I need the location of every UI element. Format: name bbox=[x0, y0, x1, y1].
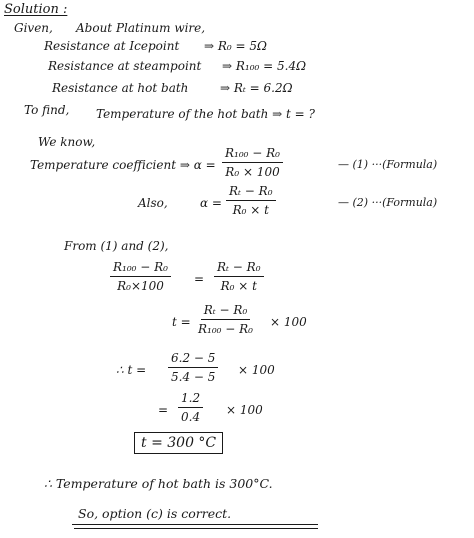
result-box: t = 300 °C bbox=[134, 432, 223, 454]
formula-1-denominator: R₀ × 100 bbox=[225, 165, 280, 179]
also-label: Also, bbox=[138, 196, 168, 210]
substitution-numerator: 6.2 − 5 bbox=[168, 351, 218, 368]
t-equals: t = bbox=[172, 315, 191, 329]
formula-1-fraction bbox=[222, 146, 283, 179]
steampoint-label: Resistance at steampoint bbox=[48, 59, 202, 73]
icepoint-label: Resistance at Icepoint bbox=[44, 39, 180, 53]
formula-2-numerator: Rₜ − R₀ bbox=[226, 184, 276, 201]
temp-coefficient-label: Temperature coefficient ⇒ α = bbox=[30, 158, 216, 172]
substitution-fraction bbox=[168, 351, 218, 384]
solution-heading: Solution : bbox=[4, 2, 68, 17]
equate-left-numerator: R₁₀₀ − R₀ bbox=[110, 260, 171, 277]
substitution-multiplier: × 100 bbox=[238, 363, 275, 377]
answer-underline-2 bbox=[74, 528, 318, 529]
equate-right-denominator: R₀ × t bbox=[220, 279, 257, 293]
to-find-label: To find, bbox=[24, 103, 70, 117]
hot-bath-label: Resistance at hot bath bbox=[52, 81, 189, 95]
to-find-text: Temperature of the hot bath ⇒ t = ? bbox=[96, 107, 315, 121]
equate-right-fraction bbox=[214, 260, 264, 293]
formula-1-numerator: R₁₀₀ − R₀ bbox=[222, 146, 283, 163]
formula-2-denominator: R₀ × t bbox=[232, 203, 269, 217]
t-multiplier: × 100 bbox=[270, 315, 307, 329]
answer-underline-1 bbox=[72, 524, 318, 525]
simplify-equals: = bbox=[158, 403, 169, 417]
given-label: Given, bbox=[14, 21, 53, 35]
formula-2-fraction bbox=[226, 184, 276, 217]
we-know-label: We know, bbox=[38, 135, 96, 149]
t-numerator: Rₜ − R₀ bbox=[201, 303, 251, 320]
answer-text: So, option (c) is correct. bbox=[78, 506, 232, 521]
equate-sign: = bbox=[194, 272, 205, 286]
simplify-numerator: 1.2 bbox=[178, 391, 203, 408]
t-denominator: R₁₀₀ − R₀ bbox=[198, 322, 253, 336]
given-text: About Platinum wire, bbox=[76, 21, 206, 35]
equate-left-denominator: R₀×100 bbox=[117, 279, 164, 293]
simplify-fraction bbox=[178, 391, 203, 424]
substitution-denominator: 5.4 − 5 bbox=[171, 370, 216, 384]
substitution-prefix: ∴ t = bbox=[116, 363, 147, 377]
icepoint-value: ⇒ R₀ = 5Ω bbox=[204, 39, 267, 53]
equate-right-numerator: Rₜ − R₀ bbox=[214, 260, 264, 277]
formula-1-tag: — (1) ···(Formula) bbox=[338, 158, 438, 171]
hot-bath-value: ⇒ Rₜ = 6.2Ω bbox=[220, 81, 293, 95]
steampoint-value: ⇒ R₁₀₀ = 5.4Ω bbox=[222, 59, 307, 73]
equate-left-fraction bbox=[110, 260, 171, 293]
simplify-multiplier: × 100 bbox=[226, 403, 263, 417]
conclusion-text: ∴ Temperature of hot bath is 300°C. bbox=[44, 476, 273, 491]
formula-2-tag: — (2) ···(Formula) bbox=[338, 196, 438, 209]
from-statement: From (1) and (2), bbox=[64, 239, 169, 253]
simplify-denominator: 0.4 bbox=[181, 410, 201, 424]
t-fraction bbox=[198, 303, 253, 336]
also-alpha: α = bbox=[200, 196, 222, 210]
